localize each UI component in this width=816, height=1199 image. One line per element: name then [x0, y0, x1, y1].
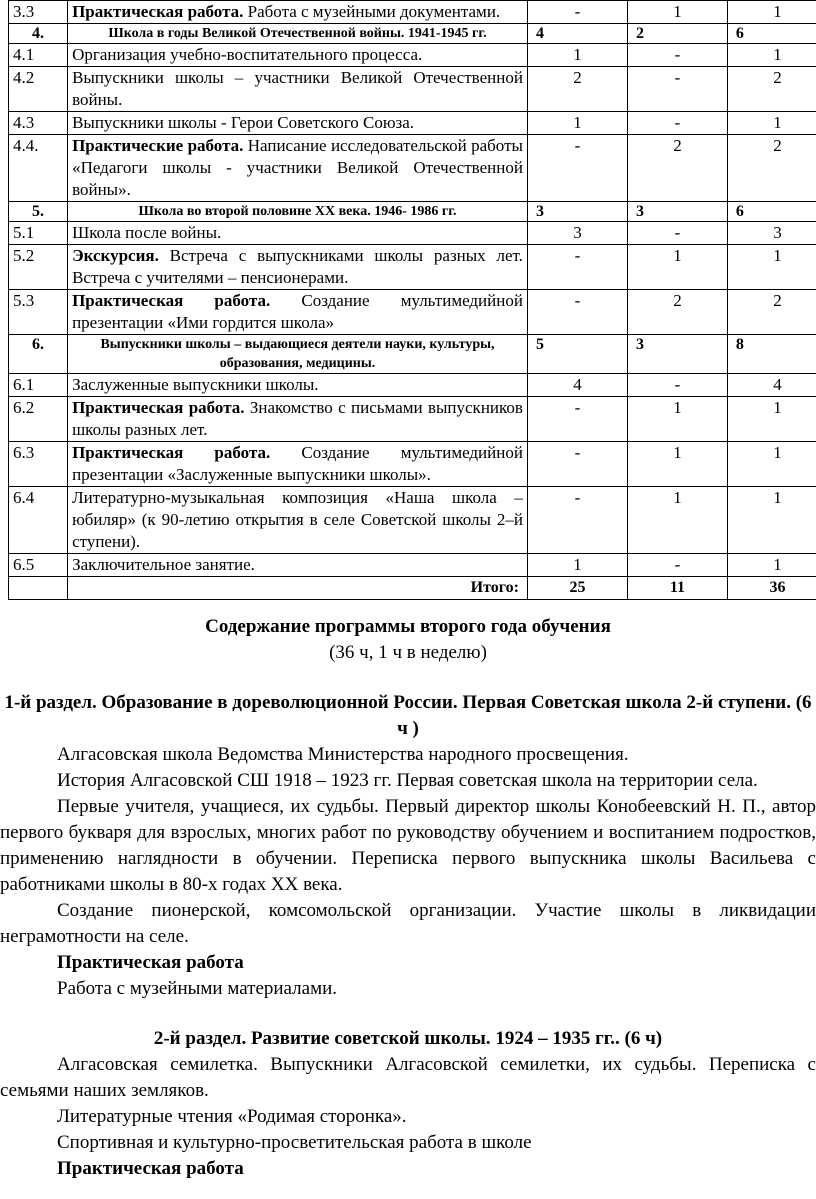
- content-subtitle: (36 ч, 1 ч в неделю): [329, 642, 487, 663]
- row-value-a: -: [527, 290, 627, 335]
- section1-practical-text: Работа с музейными материалами.: [57, 978, 338, 999]
- row-topic: [68, 44, 528, 67]
- section1-paragraph: Создание пионерской, комсомольской организации. Участие школы в ликвидации неграмотности на селе.: [0, 900, 816, 947]
- row-number: 6.4: [9, 487, 68, 554]
- row-number: 5.1: [9, 222, 68, 245]
- row-topic: [68, 245, 528, 290]
- row-number: 4.: [9, 24, 68, 44]
- section2-paragraph: Литературные чтения «Родимая сторонка».: [57, 1106, 407, 1127]
- row-value-c: 2: [727, 290, 816, 335]
- row-label: Экскурсия.: [72, 246, 159, 265]
- row-number: 6.2: [9, 397, 68, 442]
- row-topic: [68, 112, 528, 135]
- table-row: [9, 135, 816, 202]
- row-value-b: 1: [627, 442, 727, 487]
- row-number: 4.4.: [9, 135, 68, 202]
- row-value-a: -: [527, 397, 627, 442]
- row-text: Школа после войны.: [72, 223, 222, 242]
- table-row: [9, 397, 816, 442]
- total-value-c: 36: [727, 577, 816, 600]
- row-topic: [68, 67, 528, 112]
- total-row: [9, 577, 816, 600]
- section-row: [9, 24, 816, 44]
- row-value-a: -: [527, 487, 627, 554]
- table-row: [9, 245, 816, 290]
- program-content: [0, 614, 816, 1182]
- row-value-a: 3: [527, 222, 627, 245]
- row-value-a: 5: [527, 335, 627, 374]
- row-text: Работа с музейными документами.: [247, 2, 501, 21]
- row-number: 5.: [9, 202, 68, 222]
- total-value-a: 25: [527, 577, 627, 600]
- row-topic: [68, 554, 528, 577]
- row-number: 6.: [9, 335, 68, 374]
- row-label: Практическая работа.: [72, 443, 271, 462]
- row-value-b: -: [627, 112, 727, 135]
- row-topic: [68, 487, 528, 554]
- section1-paragraph: История Алгасовской СШ 1918 – 1923 гг. Первая советская школа на территории села.: [57, 770, 758, 791]
- total-label: Итого:: [68, 577, 528, 600]
- row-value-b: -: [627, 554, 727, 577]
- row-value-c: 8: [727, 335, 816, 374]
- section1-paragraph: Алгасовская школа Ведомства Министерства народного просвещения.: [57, 744, 629, 765]
- row-value-a: 1: [527, 44, 627, 67]
- plan-table-body: [9, 1, 816, 600]
- row-number: 6.5: [9, 554, 68, 577]
- row-text: Организация учебно-воспитательного процесса.: [72, 45, 423, 64]
- row-text: Заслуженные выпускники школы.: [72, 375, 319, 394]
- row-value-a: -: [527, 245, 627, 290]
- section2-heading: 2-й раздел. Развитие советской школы. 1924 – 1935 гг.. (6 ч): [153, 1028, 663, 1049]
- row-topic: [68, 1, 528, 24]
- row-label: Практическая работа.: [72, 2, 244, 21]
- row-value-c: 2: [727, 67, 816, 112]
- row-value-c: 2: [727, 135, 816, 202]
- row-value-a: 4: [527, 24, 627, 44]
- thematic-plan-table: [8, 0, 816, 600]
- section1-paragraph: Первые учителя, учащиеся, их судьбы. Первый директор школы Конобеевский Н. П., автор первого букваря для взрослых, многих работ по руководству обучением и воспитанием подростков, применению наглядности в обучении. Переписка первого выпускника школы Васильева с работниками школы в 80-х годах XX века.: [0, 796, 816, 895]
- row-topic: [68, 335, 528, 374]
- section2-practical-label: Практическая работа: [57, 1158, 244, 1179]
- row-topic: [68, 397, 528, 442]
- row-label: Практическая работа.: [72, 291, 271, 310]
- row-text: Выпускники школы – выдающиеся деятели науки, культуры, образования, медицины.: [100, 337, 495, 371]
- table-row: [9, 1, 816, 24]
- row-value-b: -: [627, 44, 727, 67]
- row-value-c: 4: [727, 374, 816, 397]
- row-topic: [68, 442, 528, 487]
- table-row: [9, 222, 816, 245]
- section1-practical-label: Практическая работа: [57, 952, 244, 973]
- section2-paragraph: Спортивная и культурно-просветительская работа в школе: [57, 1132, 532, 1153]
- row-topic: [68, 135, 528, 202]
- row-number: 6.1: [9, 374, 68, 397]
- row-value-c: 1: [727, 245, 816, 290]
- row-value-a: 4: [527, 374, 627, 397]
- row-value-b: 3: [627, 335, 727, 374]
- table-row: [9, 554, 816, 577]
- content-title: Содержание программы второго года обучения: [205, 616, 611, 637]
- row-value-b: 1: [627, 1, 727, 24]
- section2-paragraph: Алгасовская семилетка. Выпускники Алгасовской семилетки, их судьбы. Переписка с семьями наших земляков.: [0, 1054, 816, 1101]
- row-number: 4.1: [9, 44, 68, 67]
- row-number: 6.3: [9, 442, 68, 487]
- row-value-c: 1: [727, 1, 816, 24]
- row-text: Заключительное занятие.: [72, 555, 255, 574]
- row-value-b: 2: [627, 135, 727, 202]
- table-row: [9, 44, 816, 67]
- row-value-c: 1: [727, 554, 816, 577]
- row-value-a: -: [527, 1, 627, 24]
- row-value-a: 2: [527, 67, 627, 112]
- row-topic: [68, 202, 528, 222]
- row-text: Встреча с выпускниками школы разных лет. Встреча с учителями – пенсионерами.: [72, 246, 523, 287]
- row-value-c: 1: [727, 397, 816, 442]
- row-topic: [68, 290, 528, 335]
- row-value-b: 3: [627, 202, 727, 222]
- row-text: Школа в годы Великой Отечественной войны. 1941-1945 гг.: [108, 26, 487, 41]
- row-text: Школа во второй половине XX века. 1946- 1986 гг.: [138, 204, 457, 219]
- row-value-b: 1: [627, 397, 727, 442]
- row-value-b: 2: [627, 290, 727, 335]
- row-value-b: -: [627, 374, 727, 397]
- row-topic: [68, 374, 528, 397]
- row-number: 5.3: [9, 290, 68, 335]
- section-row: [9, 202, 816, 222]
- row-value-c: 1: [727, 442, 816, 487]
- table-row: [9, 112, 816, 135]
- row-value-a: 1: [527, 112, 627, 135]
- row-topic: [68, 24, 528, 44]
- row-text: Выпускники школы – участники Великой Отечественной войны.: [72, 68, 523, 109]
- row-value-b: 1: [627, 245, 727, 290]
- row-value-a: 3: [527, 202, 627, 222]
- table-row: [9, 374, 816, 397]
- row-text: Создание мультимедийной презентации «Заслуженные выпускники школы».: [72, 443, 523, 484]
- row-label: Практические работа.: [72, 136, 244, 155]
- total-empty-cell: [9, 577, 68, 600]
- row-number: 4.3: [9, 112, 68, 135]
- row-value-b: -: [627, 67, 727, 112]
- row-topic: [68, 222, 528, 245]
- row-text: Выпускники школы - Герои Советского Союза.: [72, 113, 415, 132]
- total-value-b: 11: [627, 577, 727, 600]
- table-row: [9, 442, 816, 487]
- row-number: 3.3: [9, 1, 68, 24]
- row-value-b: 1: [627, 487, 727, 554]
- row-value-a: -: [527, 135, 627, 202]
- row-number: 4.2: [9, 67, 68, 112]
- table-row: [9, 290, 816, 335]
- table-row: [9, 67, 816, 112]
- row-number: 5.2: [9, 245, 68, 290]
- row-text: Литературно-музыкальная композиция «Наша школа – юбиляр» (к 90-летию открытия в селе Советской школы 2–й ступени).: [72, 488, 523, 551]
- table-row: [9, 487, 816, 554]
- section1-heading: 1-й раздел. Образование в дореволюционной России. Первая Советская школа 2-й ступени. (6 ч ): [4, 692, 812, 739]
- row-label: Практическая работа.: [72, 398, 245, 417]
- row-text: Написание исследовательской работы «Педагоги школы - участники Великой Отечественной войны».: [72, 136, 523, 199]
- row-value-a: -: [527, 442, 627, 487]
- row-value-b: 2: [627, 24, 727, 44]
- row-value-c: 1: [727, 487, 816, 554]
- row-value-a: 1: [527, 554, 627, 577]
- row-value-c: 1: [727, 112, 816, 135]
- row-value-c: 6: [727, 202, 816, 222]
- row-text: Создание мультимедийной презентации «Ими гордится школа»: [72, 291, 523, 332]
- row-text: Знакомство с письмами выпускников школы разных лет.: [72, 398, 523, 439]
- section-row: [9, 335, 816, 374]
- row-value-c: 6: [727, 24, 816, 44]
- row-value-c: 3: [727, 222, 816, 245]
- row-value-c: 1: [727, 44, 816, 67]
- row-value-b: -: [627, 222, 727, 245]
